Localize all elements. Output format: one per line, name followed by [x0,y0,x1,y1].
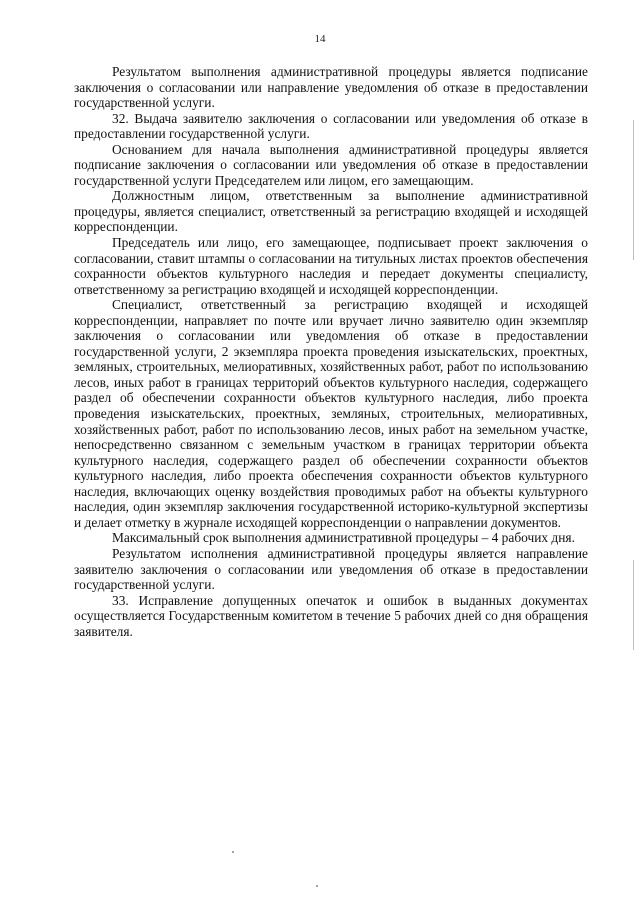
paragraph-result-signing: Результатом выполнения административной процедуры является подписание заключения о согласовании или направление уведомления об отказе в предоставлении государственной услуги. [74,64,588,111]
scan-speck [232,851,234,853]
paragraph-specialist-sends: Специалист, ответственный за регистрацию входящей и исходящей корреспонденции, направляет по почте или вручает лично заявителю один экземпляр заключения о согласовании или уведомления об отказе в предоставлении государственной услуги, 2 экземпляра проекта проведения изыскательских, проектных, земляных, строительных, мелиоративных, хозяйственных работ, работ по использованию лесов, иных работ в границах территорий объектов культурного наследия, содержащего раздел об обеспечении сохранности объектов культурного наследия, либо проекта проведения изыскательских, проектных, земляных, строительных, мелиоративных, хозяйственных работ, работ по использованию лесов, иных работ на земельном участке, непосредственно связанном с земельным участком в границах территории объекта культурного наследия, содержащего раздел об обеспечении сохранности объектов культурного наследия, либо проекта обеспечения сохранности объектов культурного наследия, включающих оценку воздействия проводимых работ на объекты культурного наследия, один экземпляр заключения государственной историко-культурной экспертизы и делает отметку в журнале исходящей корреспонденции о направлении документов. [74,297,588,530]
scan-edge-mark [633,560,634,650]
paragraph-basis: Основанием для начала выполнения административной процедуры является подписание заключения о согласовании или уведомления об отказе в предоставлении государственной услуги Председателем или лицом, его замещающим. [74,141,588,188]
paragraph-chairman-signs: Председатель или лицо, его замещающее, подписывает проект заключения о согласовании, ставит штампы о согласовании на титульных листах проектов обеспечения сохранности объектов культурного наследия и передает документы специалисту, ответственному за регистрацию входящей и исходящей корреспонденции. [74,235,588,297]
paragraph-max-term: Максимальный срок выполнения административной процедуры – 4 рабочих дня. [112,530,575,546]
page-number: 14 [314,33,326,45]
scan-speck [316,885,318,887]
paragraph-result-direction: Результатом исполнения административной процедуры является направление заявителю заключения о согласовании или уведомления об отказе в предоставлении государственной услуги. [74,545,588,593]
paragraph-responsible-official: Должностным лицом, ответственным за выполнение административной процедуры, является специалист, ответственный за регистрацию входящей и исходящей корреспонденции. [74,188,588,235]
paragraph-33-corrections: 33. Исправление допущенных опечаток и ошибок в выданных документах осуществляется Государственным комитетом в течение 5 рабочих дней со дня обращения заявителя. [74,592,588,639]
scan-edge-mark [633,120,634,260]
document-body [74,64,588,639]
paragraph-32-issuance: 32. Выдача заявителю заключения о согласовании или уведомления об отказе в предоставлении государственной услуги. [74,110,588,142]
